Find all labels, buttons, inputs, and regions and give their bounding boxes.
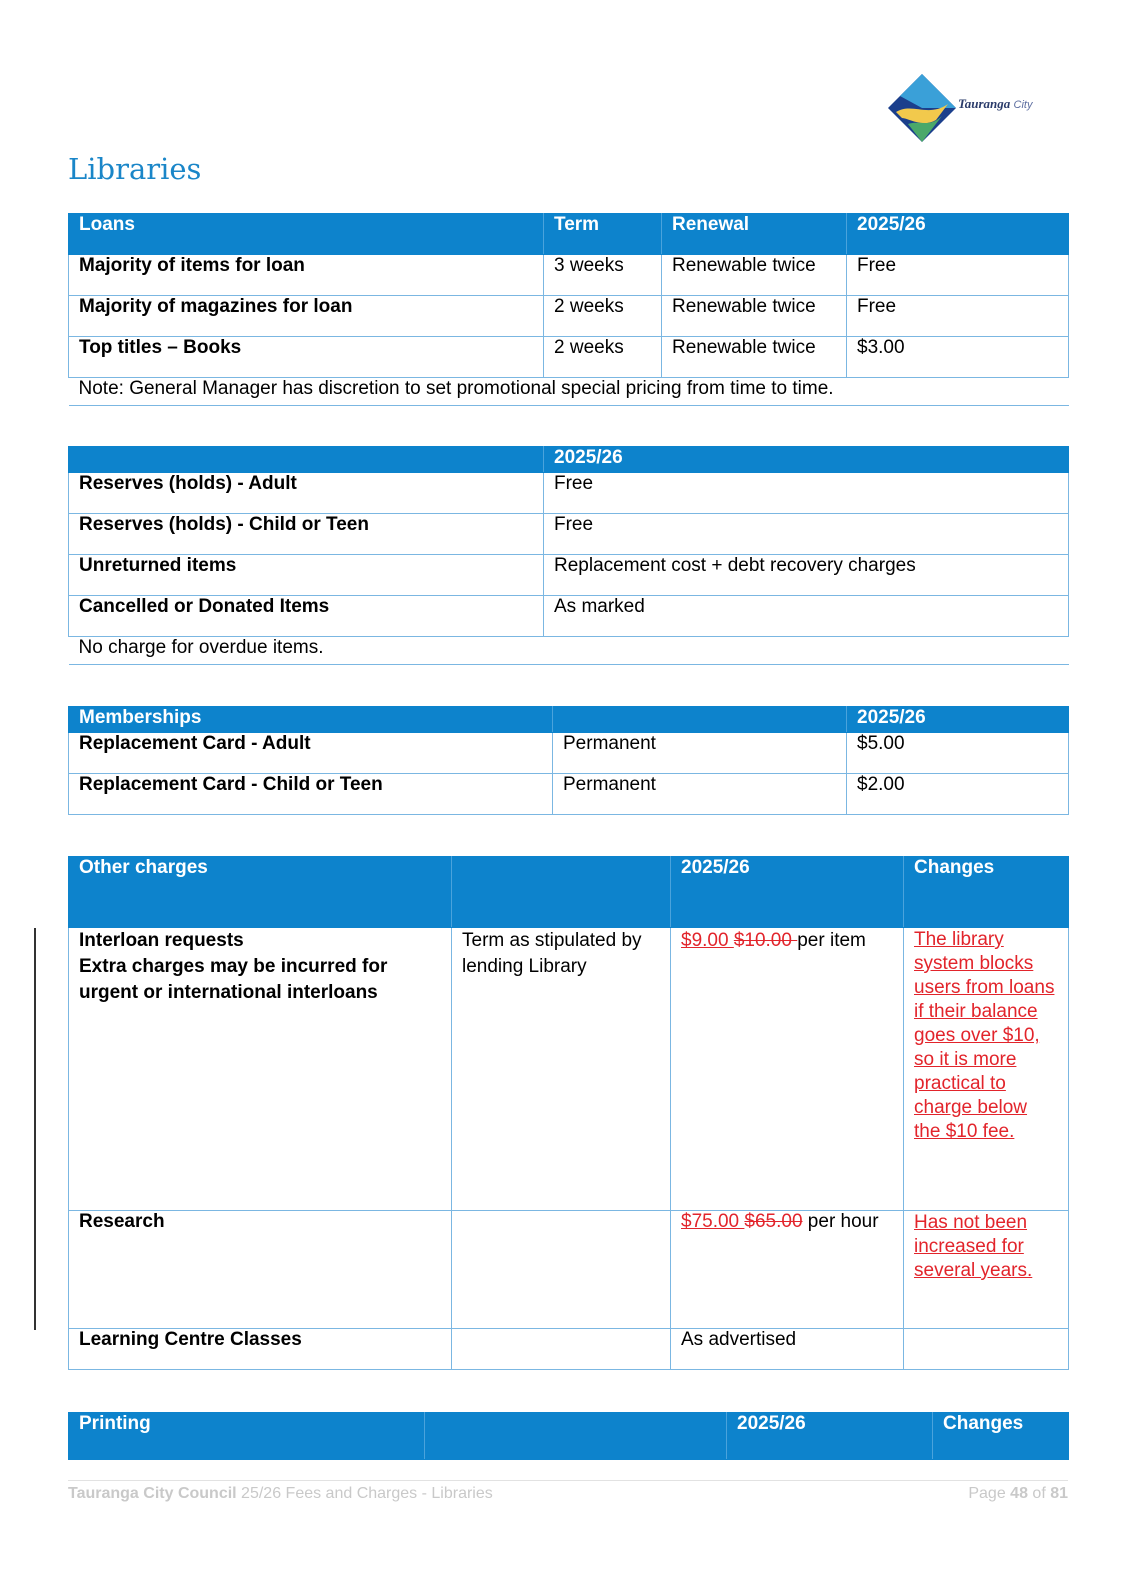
membership-term: Permanent	[553, 774, 847, 815]
footer-doc: 25/26 Fees and Charges - Libraries	[236, 1485, 493, 1502]
research-fee	[671, 1211, 904, 1329]
learning-item: Learning Centre Classes	[69, 1329, 452, 1370]
table-row	[69, 555, 1069, 596]
table-row	[69, 774, 1069, 815]
header-printing: Printing	[69, 1413, 425, 1460]
reserve-fee: Free	[544, 514, 1069, 555]
table-row	[69, 733, 1069, 774]
reserve-item: Cancelled or Donated Items	[69, 596, 544, 637]
table-row	[69, 928, 1069, 1211]
loan-item: Majority of items for loan	[69, 255, 544, 296]
tauranga-city-logo	[886, 72, 1066, 144]
header-blank	[425, 1413, 727, 1460]
research-change-note: Has not been increased for several years.	[904, 1211, 1069, 1329]
loan-item: Majority of magazines for loan	[69, 296, 544, 337]
membership-item: Replacement Card - Adult	[69, 733, 553, 774]
page-footer	[68, 1480, 1068, 1503]
reserve-item: Unreturned items	[69, 555, 544, 596]
header-changes: Changes	[933, 1413, 1069, 1460]
reserve-item: Reserves (holds) - Child or Teen	[69, 514, 544, 555]
loan-renewal: Renewable twice	[662, 255, 847, 296]
header-year: 2025/26	[847, 214, 1069, 255]
table-header-row	[69, 1413, 1069, 1460]
table-row	[69, 337, 1069, 378]
reserve-fee: Replacement cost + debt recovery charges	[544, 555, 1069, 596]
interloan-fee-new: $9.00	[681, 930, 734, 951]
research-item: Research	[69, 1211, 452, 1329]
loan-item: Top titles – Books	[69, 337, 544, 378]
interloan-term: Term as stipulated by lending Library	[452, 928, 671, 1211]
memberships-table	[68, 706, 1069, 815]
header-blank	[69, 447, 544, 473]
table-row	[69, 296, 1069, 337]
table-header-row	[69, 214, 1069, 255]
loan-term: 2 weeks	[544, 296, 662, 337]
learning-change	[904, 1329, 1069, 1370]
reserve-fee: Free	[544, 473, 1069, 514]
interloan-fee-old: $10.00	[733, 930, 798, 951]
loans-note: Note: General Manager has discretion to set promotional special pricing from time to time.	[69, 378, 1069, 406]
header-memberships: Memberships	[69, 707, 553, 733]
table-header-row	[69, 447, 1069, 473]
table-row	[69, 514, 1069, 555]
header-blank	[553, 707, 847, 733]
header-loans: Loans	[69, 214, 544, 255]
header-year: 2025/26	[727, 1413, 933, 1460]
membership-term: Permanent	[553, 733, 847, 774]
table-header-row	[69, 857, 1069, 928]
interloan-fee	[671, 928, 904, 1211]
page-number: Page 48 of 81	[968, 1485, 1068, 1502]
logo-wordmark: Tauranga City	[958, 96, 1033, 111]
loan-fee: Free	[847, 255, 1069, 296]
loan-term: 3 weeks	[544, 255, 662, 296]
loan-fee: Free	[847, 296, 1069, 337]
membership-fee: $2.00	[847, 774, 1069, 815]
table-note-row	[69, 378, 1069, 406]
header-year: 2025/26	[671, 857, 904, 928]
loan-renewal: Renewable twice	[662, 337, 847, 378]
page-title: Libraries	[68, 152, 202, 186]
interloan-item	[69, 928, 452, 1211]
header-term: Term	[544, 214, 662, 255]
table-row	[69, 473, 1069, 514]
reserve-item: Reserves (holds) - Adult	[69, 473, 544, 514]
research-fee-old: $65.00	[744, 1211, 803, 1232]
loan-term: 2 weeks	[544, 337, 662, 378]
loan-renewal: Renewable twice	[662, 296, 847, 337]
header-renewal: Renewal	[662, 214, 847, 255]
reserve-fee: As marked	[544, 596, 1069, 637]
research-fee-new: $75.00	[681, 1211, 745, 1232]
table-header-row	[69, 707, 1069, 733]
loans-table	[68, 213, 1069, 406]
reserves-note: No charge for overdue items.	[69, 637, 1069, 665]
interloan-fee-suffix: per item	[797, 930, 866, 951]
interloan-title: Interloan requests	[79, 930, 244, 951]
table-note-row	[69, 637, 1069, 665]
header-year: 2025/26	[847, 707, 1069, 733]
change-bar	[34, 928, 36, 1330]
table-row	[69, 255, 1069, 296]
footer-org: Tauranga City Council	[68, 1485, 237, 1502]
research-term	[452, 1211, 671, 1329]
printing-table	[68, 1412, 1069, 1460]
table-row	[69, 596, 1069, 637]
reserves-table	[68, 446, 1069, 665]
table-row	[69, 1329, 1069, 1370]
logo-mark-icon	[886, 72, 958, 144]
learning-fee: As advertised	[671, 1329, 904, 1370]
research-fee-suffix: per hour	[802, 1211, 879, 1232]
other-charges-table	[68, 856, 1069, 1370]
membership-item: Replacement Card - Child or Teen	[69, 774, 553, 815]
header-blank	[452, 857, 671, 928]
loan-fee: $3.00	[847, 337, 1069, 378]
header-year: 2025/26	[544, 447, 1069, 473]
membership-fee: $5.00	[847, 733, 1069, 774]
header-changes: Changes	[904, 857, 1069, 928]
interloan-subtitle: Extra charges may be incurred for urgent or international interloans	[79, 956, 388, 1003]
interloan-change-note: The library system blocks users from loans if their balance goes over $10, so it is more practical to charge below the $10 fee.	[904, 928, 1069, 1211]
table-row	[69, 1211, 1069, 1329]
learning-term	[452, 1329, 671, 1370]
header-other-charges: Other charges	[69, 857, 452, 928]
